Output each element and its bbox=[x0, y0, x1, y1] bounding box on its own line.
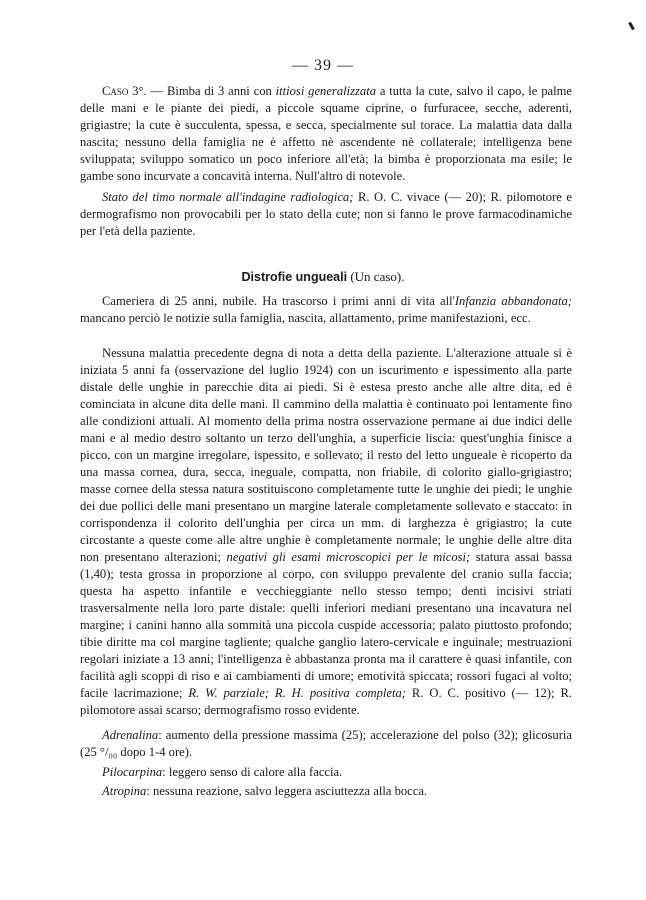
caso-3-paragraph bbox=[80, 83, 572, 185]
body1-before: Cameriera di 25 anni, nubile. Ha trascorso i primi anni di vita all' bbox=[102, 294, 455, 308]
drug-adrenalina bbox=[80, 727, 572, 761]
timo-paragraph bbox=[80, 189, 572, 240]
drug-text: : aumento della pressione massima (25); accelerazione del polso (32); glicosuria (25 °/₀₀ dopo 1-4 ore). bbox=[80, 728, 572, 759]
timo-text: R. O. C. vivace (— 20); R. pilomotore e dermografismo non provocabili per lo stato della cute; non si fanno le prove farmacodinamiche per l'età della paziente. bbox=[80, 190, 573, 238]
page-number: — 39 — bbox=[292, 57, 354, 74]
drug-atropina bbox=[80, 783, 572, 800]
caso-text-before: — Bimba di 3 anni con bbox=[146, 84, 276, 98]
drug-name: Atropina bbox=[102, 784, 147, 798]
body2-part1: Nessuna malattia precedente degna di nota a detta della paziente. L'alterazione attuale si è iniziata 5 anni fa (osservazione del luglio 1924) con un iscurimento e ispessimento alla parte distale delle unghie in parecchie dita ai piedi. Si è estesa presto anche alle altre dita, ed è cominciata in alcune dita delle mani. Il cammino della malattia è continuato poi lentamente fino alle condizioni attuali. Al momento della prima nostra osservazione permane ai due indici delle mani e al medio destro soltanto un terzo dell'unghia, a superficie liscia: quest'unghia finisce a picco, con un margine irregolare, ispessito, e sollevato; il resto del letto ungueale è ricoperto da una massa cornea, dura, secca, ineguale, compatta, non friabile, di colorito giallo-grigiastro; masse cornee della stessa natura sostituiscono completamente tutte le unghie dei piedi; le unghie dei due pollici delle mani presentano un margine laterale completamente sollevato e staccato: in corrispondenza il colorito dell'unghia per circa un mm. di larghezza è grigiastro; la cute circostante a queste come alle altre unghie è completamente normale; le unghie delle altre dita non presentano alterazioni; bbox=[80, 346, 572, 564]
body2-italic2: R. W. parziale; R. H. positiva completa; bbox=[188, 686, 406, 700]
ittiosi-term: ittiosi generalizzata bbox=[275, 84, 377, 98]
body1-after: mancano perciò le notizie sulla famiglia, nascita, allattamento, prime manifestazioni, ecc. bbox=[80, 311, 531, 325]
drug-text: : nessuna reazione, salvo leggera asciuttezza alla bocca. bbox=[146, 784, 428, 798]
drug-pilocarpina bbox=[80, 764, 572, 781]
drug-text: : leggero senso di calore alla faccia. bbox=[162, 765, 343, 779]
scan-mark bbox=[628, 22, 635, 30]
heading-bold: Distrofie ungueali bbox=[241, 270, 348, 284]
malattia-paragraph bbox=[80, 345, 572, 719]
drug-name: Pilocarpina bbox=[102, 765, 163, 779]
timo-italic: Stato del timo normale all'indagine radiologica; bbox=[102, 190, 354, 204]
body2-italic1: negativi gli esami microscopici per le micosi; bbox=[226, 550, 471, 564]
drug-name: Adrenalina bbox=[102, 728, 159, 742]
body2-part2: statura assai bassa (1,40); testa grossa in proporzione al corpo, con sviluppo prevalente del cranio sulla faccia; questa ha aspetto infantile e vecchieggiante nello stesso tempo; denti incisivi striati trasversalmente nella loro parte distale: quelli inferiori mediani presentano una incavatura nel margine; i canini hanno alla sommità una piccola cuspide accessoria; palato piuttosto profondo; tibie diritte ma col margine tagliente; qualche ganglio latero-cervicale e inguinale; mestruazioni regolari iniziate a 13 anni; l'intelligenza è abbastanza pronta ma il carattere è quasi infantile, con facilità agli scoppi di riso e ai cambiamenti di umore; emotività spiccata; rossori fugaci al volto; facile lacrimazione; bbox=[80, 550, 573, 700]
section-heading bbox=[0, 269, 646, 285]
caso-label: Caso 3°. bbox=[102, 84, 147, 98]
body2-part3: R. O. C. positivo (— 12); R. pilomotore assai scarso; dermografismo rosso evidente. bbox=[80, 686, 572, 717]
cameriera-paragraph bbox=[80, 293, 572, 327]
body1-italic: Infanzia abbandonata; bbox=[454, 294, 573, 308]
caso-text-after: a tutta la cute, salvo il capo, le palme delle mani e le piante dei piedi, a piccole squame ciprine, o furfuracee, secche, aderenti, grigiastre; la cute è succulenta, spessa, e secca, specialmente sul torace. La malattia data dalla nascita; nessuno della famiglia ne è affetto nè ascendente nè collaterale; intelligenza bene sviluppata; sviluppo somatico un poco inferiore all'età; la bimba è proporzionata ma esile; le gambe sono incurvate a concavità interna. Null'altro di notevole. bbox=[80, 84, 572, 183]
heading-paren: (Un caso). bbox=[347, 269, 405, 284]
